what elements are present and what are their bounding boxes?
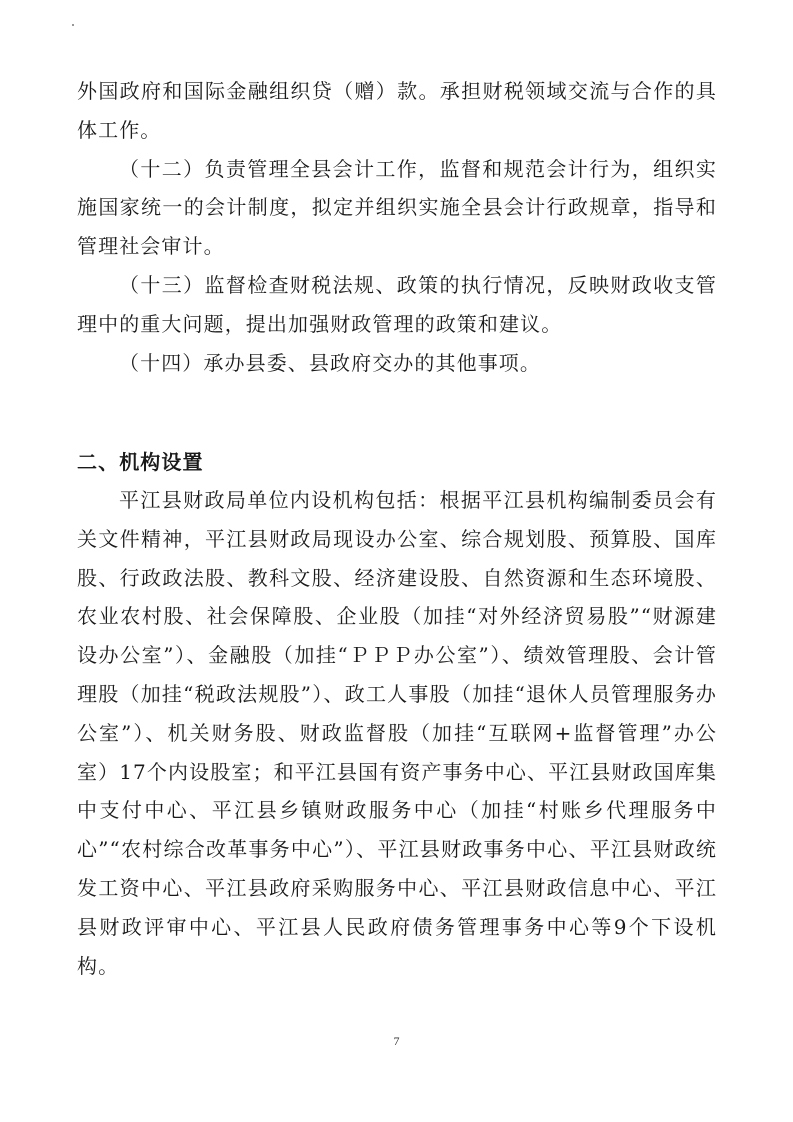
page-number: 7 xyxy=(393,1034,400,1048)
section-body-paragraph: 平江县财政局单位内设机构包括：根据平江县机构编制委员会有关文件精神，平江县财政局现设办公室、综合规划股、预算股、国库股、行政政法股、教科文股、经济建设股、自然资源和生态环境股、农业农村股、社会保障股、企业股（加挂“对外经济贸易股”“财源建设办公室”）、金融股（加挂“ＰＰＰ办公室”）、绩效管理股、会计管理股（加挂“税政法规股”）、政工人事股（加挂“退休人员管理服务办公室”）、机关财务股、财政监督股（加挂“互联网+监督管理”办公室）17个内设股室；和平江县国有资产事务中心、平江县财政国库集中支付中心、平江县乡镇财政服务中心（加挂“村账乡代理服务中心”“农村综合改革事务中心”）、平江县财政事务中心、平江县财政统发工资中心、平江县政府采购服务中心、平江县财政信息中心、平江县财政评审中心、平江县人民政府债务管理事务中心等9个下设机构。 xyxy=(77,488,717,978)
scan-speck xyxy=(72,24,74,26)
section-heading: 二、机构设置 xyxy=(77,450,204,474)
section-body-block xyxy=(77,481,717,985)
paragraph-continuation: 外国政府和国际金融组织贷（赠）款。承担财税领域交流与合作的具体工作。 xyxy=(77,79,717,142)
top-paragraphs xyxy=(77,72,717,382)
paragraph-item-14: （十四）承办县委、县政府交办的其他事项。 xyxy=(119,350,541,375)
paragraph-item-13: （十三）监督检查财税法规、政策的执行情况，反映财政收支管理中的重大问题，提出加强财政管理的政策和建议。 xyxy=(77,272,717,336)
paragraph-item-12: （十二）负责管理全县会计工作，监督和规范会计行为，组织实施国家统一的会计制度，拟定并组织实施全县会计行政规章，指导和管理社会审计。 xyxy=(77,156,717,259)
